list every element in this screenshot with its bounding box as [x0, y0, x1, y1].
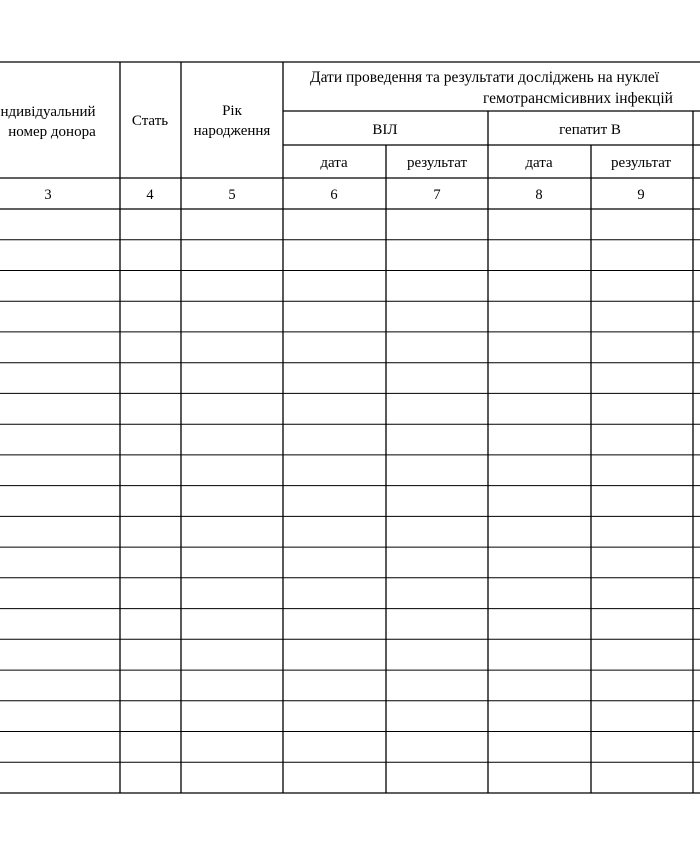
subheader-hiv: ВІЛ [372, 122, 398, 138]
subheader-hepb-date: дата [525, 155, 553, 171]
header-birth-year-line2: народження [193, 123, 271, 139]
column-number-8: 8 [535, 187, 543, 203]
subheader-hepb-result: результат [610, 155, 672, 171]
header-testing-group-line2: гемотрансмісивних інфекцій [483, 90, 673, 107]
header-sex: Стать [131, 113, 169, 129]
column-number-9: 9 [637, 187, 645, 203]
column-number-4: 4 [146, 187, 154, 203]
header-testing-group-line1: Дати проведення та результати досліджень на нуклеї [310, 69, 660, 86]
column-number-7: 7 [433, 187, 441, 203]
subheader-hiv-date: дата [320, 155, 348, 171]
column-number-5: 5 [228, 187, 236, 203]
header-grid [0, 62, 700, 793]
column-number-6: 6 [330, 187, 338, 203]
subheader-hiv-result: результат [406, 155, 468, 171]
header-donor-id-line1: ндивідуальний [0, 104, 96, 120]
empty-row-grid [0, 209, 700, 793]
header-birth-year-line1: Рік [222, 103, 242, 119]
column-number-3: 3 [44, 187, 52, 203]
header-donor-id-line2: номер донора [8, 124, 96, 140]
subheader-hepatitis-b: гепатит В [559, 122, 621, 138]
